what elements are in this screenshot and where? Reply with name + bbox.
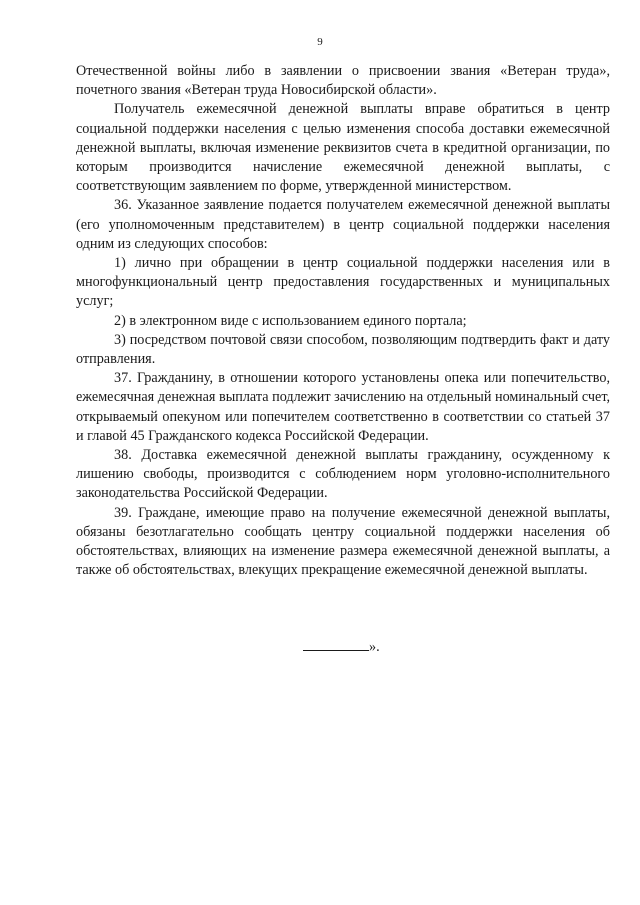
paragraph-item-39: 39. Граждане, имеющие право на получение ежемесячной денежной выплаты, обязаны безотлагательно сообщать центру социальной поддержки населения об обстоятельствах, влияющих на изменение размера ежемесячной денежной выплаты, а также об обстоятельствах, влекущих прекращение ежемесячной денежной выплаты.: [76, 504, 610, 579]
closing-quote: ».: [369, 639, 380, 655]
paragraph-item-36: 36. Указанное заявление подается получателем ежемесячной денежной выплаты (его уполномоченным представителем) в центр социальной поддержки населения одним из следующих способов:: [76, 197, 610, 252]
closing-underline: [303, 636, 369, 651]
paragraph-item-37: 37. Гражданину, в отношении которого установлены опека или попечительство, ежемесячная денежная выплата подлежит зачислению на отдельный номинальный счет, открываемый опекуном или попечителем соответственно в соответствии со статьей 37 и главой 45 Гражданского кодекса Российской Федерации.: [76, 370, 610, 444]
paragraph-item-38: 38. Доставка ежемесячной денежной выплаты гражданину, осужденному к лишению свободы, производится с соблюдением норм уголовно-исполнительного законодательства Российской Федерации.: [76, 447, 610, 502]
page-number: 9: [317, 36, 323, 48]
document-body: [76, 62, 610, 580]
closing-line: [303, 636, 380, 657]
paragraph-method-1: 1) лично при обращении в центр социальной поддержки населения или в многофункциональный центр предоставления государственных и муниципальных услуг;: [76, 255, 610, 310]
paragraph-recipient-change: Получатель ежемесячной денежной выплаты вправе обратиться в центр социальной поддержки населения с целью изменения способа доставки ежемесячной денежной выплаты, включая изменение реквизитов счета в кредитной организации, по которым производится начисление ежемесячной денежной выплаты, с соответствующим заявлением по форме, утвержденной министерством.: [76, 101, 610, 195]
paragraph-method-2: 2) в электронном виде с использованием единого портала;: [114, 312, 467, 329]
paragraph-method-3: 3) посредством почтовой связи способом, позволяющим подтвердить факт и дату отправления.: [76, 331, 610, 368]
paragraph-continuation: Отечественной войны либо в заявлении о присвоении звания «Ветеран труда», почетного звания «Ветеран труда Новосибирской области».: [76, 63, 610, 99]
